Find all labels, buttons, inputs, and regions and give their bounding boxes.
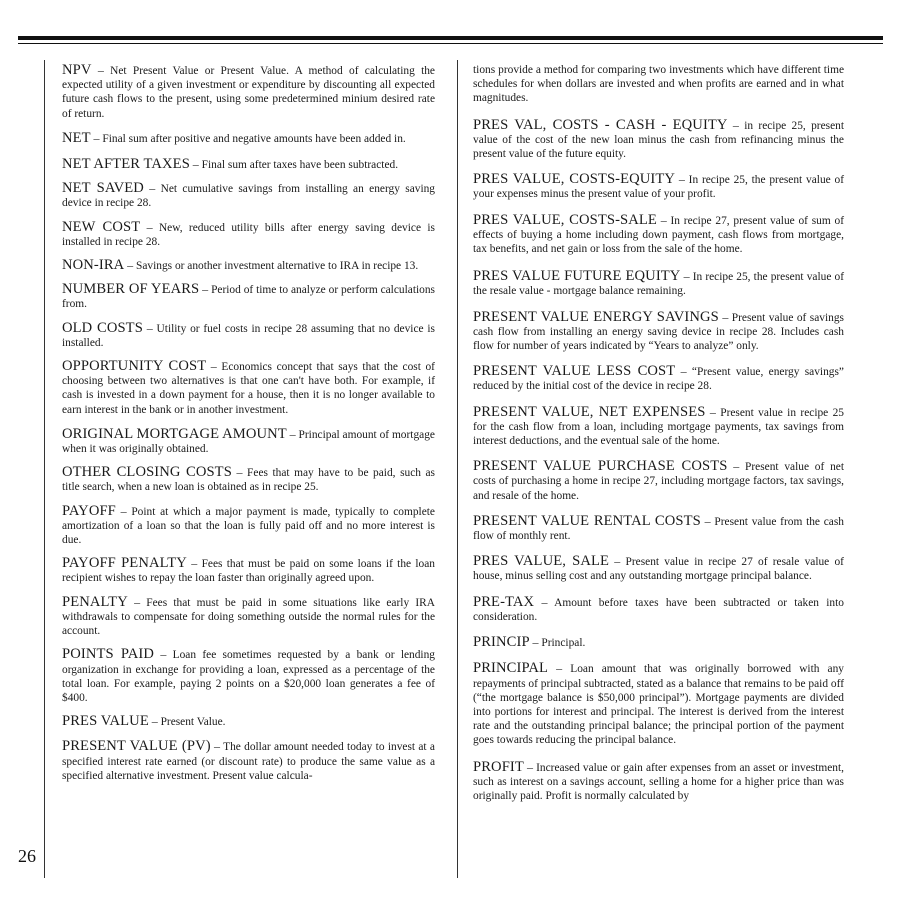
- glossary-term: PRESENT VALUE ENERGY SAVINGS: [473, 308, 719, 325]
- page-number: 26: [18, 846, 36, 866]
- glossary-definition: “Present value, energy savings” reduced by the initial cost of the device in recipe 28.: [473, 366, 844, 393]
- glossary-term: PRES VAL, COSTS - CASH - EQUITY: [473, 116, 728, 133]
- term-separator: –: [134, 594, 141, 609]
- glossary-entry: [473, 310, 844, 354]
- glossary-term: NUMBER OF YEARS: [62, 281, 200, 298]
- glossary-entry: [473, 760, 844, 804]
- glossary-term: PRESENT VALUE (PV): [62, 738, 211, 755]
- glossary-entry: [62, 220, 435, 249]
- term-separator: –: [733, 459, 740, 474]
- glossary-term: PRES VALUE, SALE: [473, 553, 610, 570]
- glossary-entry: [62, 131, 435, 146]
- glossary-term: ORIGINAL MORTGAGE AMOUNT: [62, 425, 287, 442]
- glossary-term: POINTS PAID: [62, 646, 155, 663]
- glossary-entry: [62, 556, 435, 585]
- term-separator: –: [289, 426, 296, 441]
- glossary-definition: Savings or another investment alternative to IRA in recipe 13.: [136, 260, 419, 273]
- glossary-entry: [62, 427, 435, 456]
- glossary-term: NON-IRA: [62, 257, 125, 274]
- glossary-definition: Increased value or gain after expenses from an asset or investment, such as interest on a savings account, selling a home for a higher price than was originally paid. Profit is normally calculated by: [473, 761, 844, 802]
- glossary-definition: Present value from the cash flow of monthly rent.: [473, 515, 844, 543]
- glossary-entry: [473, 269, 844, 298]
- term-separator: –: [93, 130, 100, 145]
- glossary-definition: Amount before taxes have been subtracted or taken into consideration.: [473, 596, 844, 623]
- glossary-entry: [62, 258, 435, 273]
- glossary-entry: [62, 181, 435, 210]
- glossary-definition: Present value in recipe 25 for the cash flow from a loan, including mortgage payments, tax savings from interest deductions, and the eventual sale of the home.: [473, 406, 845, 448]
- term-separator: –: [614, 554, 621, 569]
- glossary-term: NET: [62, 129, 91, 146]
- term-separator: –: [556, 661, 563, 676]
- glossary-entry: [62, 465, 435, 494]
- term-separator: –: [678, 172, 685, 187]
- glossary-definition: Present value of net costs of purchasing a home in recipe 27, including mortgage factors, tax savings, and resale of the home.: [473, 461, 844, 502]
- glossary-definition: The dollar amount needed today to invest at a specified interest rate earned (or discount rate) to produce the same value as a specified alternative investment. Present value calcula-: [62, 741, 435, 782]
- glossary-left-column: [62, 63, 435, 783]
- glossary-definition: Present value in recipe 27 of resale value of house, minus selling cost and any outstanding mortgage principal balance.: [473, 556, 844, 583]
- glossary-entry: [473, 364, 844, 393]
- left-margin-line: [44, 60, 45, 878]
- glossary-entry: [473, 554, 844, 583]
- term-separator: –: [202, 282, 209, 297]
- glossary-entry: [62, 739, 435, 783]
- glossary-entry: [473, 514, 844, 543]
- term-separator: –: [149, 181, 156, 196]
- glossary-term: PAYOFF: [62, 502, 116, 519]
- glossary-entry: [473, 595, 844, 624]
- glossary-entry: [62, 282, 435, 311]
- glossary-definition: Net cumulative savings from installing an energy saving device in recipe 28.: [62, 183, 435, 210]
- glossary-definition: New, reduced utility bills after energy saving device is installed in recipe 28.: [62, 221, 435, 248]
- term-separator: –: [191, 556, 198, 571]
- glossary-term: PRESENT VALUE LESS COST: [473, 363, 676, 380]
- glossary-definition: Economics concept that says that the cost of choosing between two alternatives is that one can't have both. For example, if cash is invested in a down payment for a house, then it is no longer available to earn interest in the bank or in another investment.: [62, 361, 435, 416]
- glossary-definition: Point at which a major payment is made, typically to complete amortization of a loan so that the loan is fully paid off and no more interest is due.: [62, 505, 435, 547]
- term-separator: –: [214, 739, 220, 754]
- term-separator: –: [680, 364, 687, 379]
- glossary-definition: Present value of savings cash flow from installing an energy saving device in recipe 28. Includes cash flow for number of years indicated by “Years to analyze” only.: [473, 311, 844, 353]
- glossary-term: NPV: [62, 62, 92, 78]
- glossary-term: PENALTY: [62, 593, 128, 610]
- glossary-entry: [473, 405, 844, 449]
- glossary-definition: In recipe 27, present value of sum of effects of buying a home including down payment, cash flows from mortgage, tax benefits, and net gain or loss from the sale of the home.: [473, 214, 844, 256]
- glossary-entry: [473, 118, 844, 162]
- term-separator: –: [210, 359, 217, 374]
- glossary-entry: [62, 359, 435, 417]
- glossary-term: NET SAVED: [62, 180, 144, 197]
- term-separator: –: [236, 465, 243, 480]
- glossary-entry: [473, 635, 844, 650]
- term-separator: –: [532, 635, 539, 650]
- glossary-term: NEW COST: [62, 218, 141, 235]
- glossary-term: PRES VALUE, COSTS-SALE: [473, 211, 657, 228]
- term-separator: –: [527, 759, 534, 774]
- term-separator: –: [709, 404, 716, 419]
- glossary-definition: Loan amount that was originally borrowed with any repayments of principal subtracted, stated as a balance that remains to be paid off (“the mortgage balance is $50,000 principal”). Mortgage payments are divided into portions for interest and principal. The interest is derived from the interest rate and the outstanding principal balance; the principal portion of the payment goes towards reducing the principal balance.: [473, 663, 845, 747]
- glossary-entry: [62, 647, 435, 705]
- glossary-definition: Utility or fuel costs in recipe 28 assuming that no device is installed.: [62, 322, 435, 349]
- term-separator: –: [127, 258, 134, 273]
- glossary-term: PRESENT VALUE, NET EXPENSES: [473, 403, 706, 420]
- header-rule-thin: [18, 43, 883, 44]
- glossary-definition: Fees that must be paid on some loans if the loan recipient wishes to repay the loan faster than originally agreed upon.: [62, 558, 435, 585]
- term-separator: –: [146, 219, 153, 234]
- glossary-definition: Net Present Value or Present Value. A method of calculating the expected utility of a given investment or expenditure by discounting all expected future cash flows to the present, using some predetermined minium desired rate of return.: [62, 65, 435, 120]
- term-separator: –: [704, 513, 711, 528]
- glossary-entry: [62, 321, 435, 350]
- glossary-definition: Fees that may have to be paid, such as title search, when a new loan is obtained as in recipe 25.: [62, 467, 435, 494]
- term-separator: –: [160, 647, 167, 662]
- glossary-definition: In recipe 25, the present value of your expenses minus the present value of your profit.: [473, 174, 844, 201]
- glossary-definition: Loan fee sometimes requested by a bank or lending organization in exchange for providing a loan, expressed as a percentage of the total loan. For example, paying 2 points on a $20,000 loan generates a fee of $400.: [62, 649, 435, 704]
- term-separator: –: [120, 503, 127, 518]
- glossary-term: PRES VALUE, COSTS-EQUITY: [473, 171, 676, 188]
- glossary-term: PROFIT: [473, 758, 524, 775]
- glossary-definition: Final sum after positive and negative amounts have been added in.: [102, 132, 406, 145]
- glossary-term: PRINCIPAL: [473, 660, 548, 677]
- glossary-term: PAYOFF PENALTY: [62, 555, 187, 572]
- glossary-entry: [62, 157, 435, 172]
- glossary-term: NET AFTER TAXES: [62, 156, 190, 173]
- term-separator: –: [97, 63, 104, 77]
- header-rule-thick: [18, 36, 883, 40]
- glossary-term: PRESENT VALUE RENTAL COSTS: [473, 512, 701, 529]
- glossary-entry: [62, 63, 435, 121]
- term-separator: –: [541, 594, 548, 609]
- term-separator: –: [192, 157, 199, 172]
- glossary-definition: in recipe 25, present value of the cost of the new loan minus the cash from refinancing minus the present value of the future equity.: [473, 119, 844, 161]
- glossary-term: OLD COSTS: [62, 319, 143, 336]
- term-separator: –: [732, 117, 739, 132]
- glossary-entry: [473, 213, 844, 257]
- glossary-definition: Principal amount of mortgage when it was originally obtained.: [62, 428, 435, 456]
- glossary-term: PRES VALUE FUTURE EQUITY: [473, 268, 681, 285]
- glossary-right-column: [473, 63, 844, 803]
- column-divider-line: [457, 60, 458, 878]
- glossary-definition: Present Value.: [160, 716, 226, 729]
- glossary-term: OPPORTUNITY COST: [62, 358, 207, 375]
- glossary-definition: Period of time to analyze or perform calculations from.: [62, 284, 435, 311]
- glossary-definition: In recipe 25, the present value of the resale value - mortgage balance remaining.: [473, 271, 844, 298]
- continued-definition: tions provide a method for comparing two investments which have different time schedules for when dollars are invested and when profits are earned and in what magnitudes.: [473, 64, 844, 105]
- term-separator: –: [660, 212, 667, 227]
- term-separator: –: [146, 320, 153, 335]
- glossary-entry: [473, 661, 844, 747]
- term-separator: –: [151, 714, 158, 729]
- glossary-entry: [62, 504, 435, 548]
- glossary-entry: [473, 172, 844, 201]
- glossary-term: PRINCIP: [473, 634, 530, 651]
- glossary-term: PRESENT VALUE PURCHASE COSTS: [473, 458, 728, 475]
- glossary-entry: [62, 714, 435, 729]
- glossary-entry: [62, 595, 435, 639]
- glossary-term: OTHER CLOSING COSTS: [62, 464, 232, 481]
- glossary-term: PRES VALUE: [62, 713, 149, 730]
- glossary-definition: Fees that must be paid in some situations like early IRA withdrawals to compensate for doing something outside the normal rules for the account.: [62, 596, 435, 638]
- term-separator: –: [722, 309, 729, 324]
- term-separator: –: [683, 269, 690, 284]
- glossary-definition: Final sum after taxes have been subtracted.: [201, 159, 399, 172]
- glossary-term: PRE-TAX: [473, 593, 535, 610]
- glossary-entry: [473, 459, 844, 503]
- glossary-definition: Principal.: [541, 637, 586, 650]
